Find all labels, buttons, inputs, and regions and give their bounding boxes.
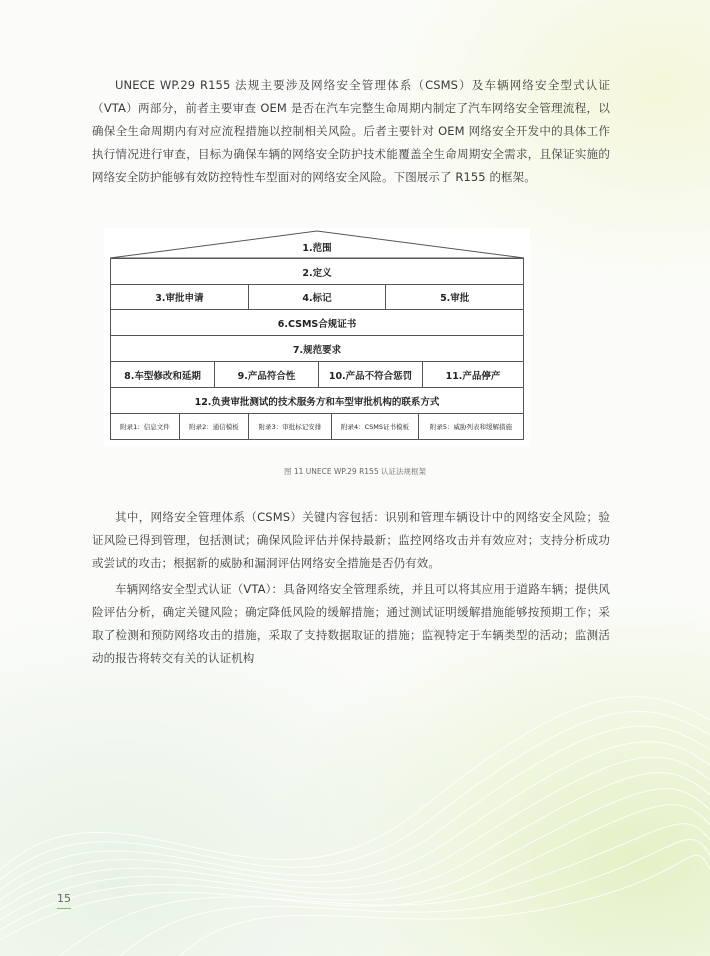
page-number-underline	[57, 908, 71, 909]
framework-cell: 3.审批申请	[110, 284, 249, 310]
framework-cell: 9.产品符合性	[214, 361, 319, 388]
framework-row-contacts	[110, 387, 524, 414]
framework-cell: 7.规范要求	[110, 335, 524, 362]
decorative-wave-lines	[0, 640, 710, 956]
csms-paragraph: 其中，网络安全管理体系（CSMS）关键内容包括：识别和管理车辆设计中的网络安全风险；验证风险已得到管理，包括测试；确保风险评估并保持最新；监控网络攻击并有效应对；支持分析成功或尝试的攻击；根据新的威胁和漏洞评估网络安全措施是否仍有效。	[92, 510, 610, 570]
framework-row-definition	[110, 258, 524, 285]
framework-annex-cell: 附录3：审批标记安排	[248, 413, 332, 440]
figure-caption: 图 11 UNECE WP.29 R155 认证法规框架	[283, 467, 426, 476]
framework-annex-cell: 附录4：CSMS证书模板	[331, 413, 419, 440]
framework-row-product	[110, 361, 524, 388]
framework-cell: 2.定义	[110, 258, 524, 285]
framework-row-approval	[110, 284, 524, 310]
framework-cell: 10.产品不符合惩罚	[318, 361, 423, 388]
framework-cell: 8.车型修改和延期	[110, 361, 215, 388]
framework-row-requirements	[110, 335, 524, 362]
intro-paragraph: UNECE WP.29 R155 法规主要涉及网络安全管理体系（CSMS）及车辆网络安全型式认证（VTA）两部分，前者主要审查 OEM 是否在汽车完整生命周期内制定了汽车网络安全管理流程，以确保全生命周期内有对应流程措施以控制相关风险。后者主要针对 OEM 网络安全开发中的具体工作执行情况进行审查，目标为确保车辆的网络安全防护技术能覆盖全生命周期安全需求，且保证实施的网络安全防护能够有效防控特性车型面对的网络安全风险。下图展示了 R155 的框架。	[92, 78, 610, 184]
vta-paragraph: 车辆网络安全型式认证（VTA）：具备网络安全管理系统，并且可以将其应用于道路车辆；提供风险评估分析，确定关键风险；确定降低风险的缓解措施；通过测试证明缓解措施能够按预期工作；采取了检测和预防网络攻击的措施，采取了支持数据取证的措施；监视特定于车辆类型的活动；监测活动的报告将转交有关的认证机构	[92, 582, 610, 665]
framework-cell: 6.CSMS合规证书	[110, 309, 524, 336]
framework-row-csms	[110, 309, 524, 336]
framework-annex-cell: 附录1：信息文件	[110, 413, 180, 440]
framework-annex-cell: 附录2：通信模板	[179, 413, 249, 440]
framework-cell: 5.审批	[385, 284, 524, 310]
framework-cell: 12.负责审批测试的技术服务方和车型审批机构的联系方式	[110, 387, 524, 414]
framework-cell: 4.标记	[248, 284, 387, 310]
framework-annex-cell: 附录5：威胁列表和缓解措施	[418, 413, 524, 440]
framework-scope: 1.范围	[302, 243, 332, 254]
page-number: 15	[57, 892, 71, 905]
framework-cell: 11.产品停产	[422, 361, 524, 388]
r155-framework-diagram	[104, 228, 530, 446]
framework-row-annexes	[110, 413, 524, 440]
